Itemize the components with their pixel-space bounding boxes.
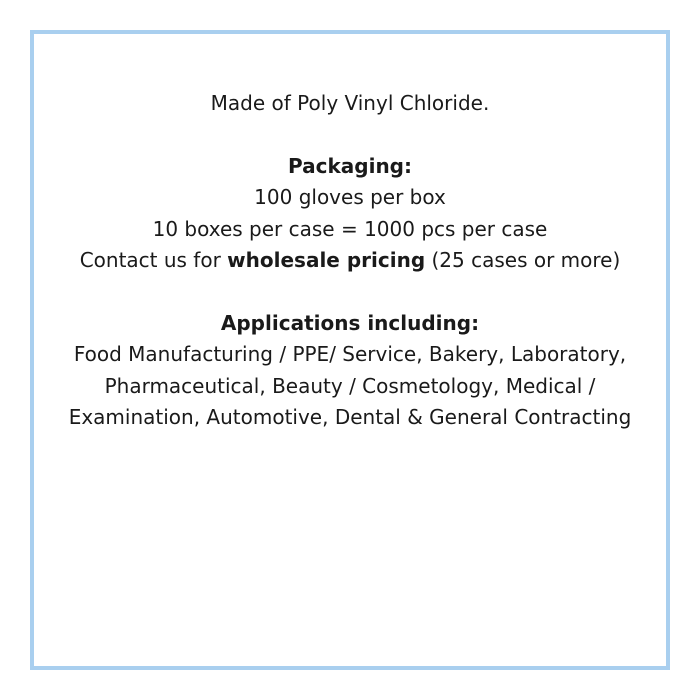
wholesale-pricing-emphasis: wholesale pricing [227, 248, 426, 272]
applications-heading: Applications including: [220, 310, 480, 335]
wholesale-contact-line [34, 245, 666, 277]
card-content [34, 88, 666, 434]
spacer [34, 120, 666, 151]
packaging-per-case: 10 boxes per case = 1000 pcs per case [152, 216, 548, 241]
applications-list: Food Manufacturing / PPE/ Service, Bakery, Laboratory, Pharmaceutical, Beauty / Cosmetology, Medical / Examination, Automotive, Dental & General Contracting [68, 342, 632, 429]
contact-suffix: (25 cases or more) [425, 248, 621, 272]
packaging-per-box: 100 gloves per box [254, 185, 446, 209]
packaging-heading: Packaging: [288, 153, 412, 178]
contact-prefix: Contact us for [79, 248, 228, 272]
spacer [34, 277, 666, 308]
material-line: Made of Poly Vinyl Chloride. [210, 91, 490, 115]
